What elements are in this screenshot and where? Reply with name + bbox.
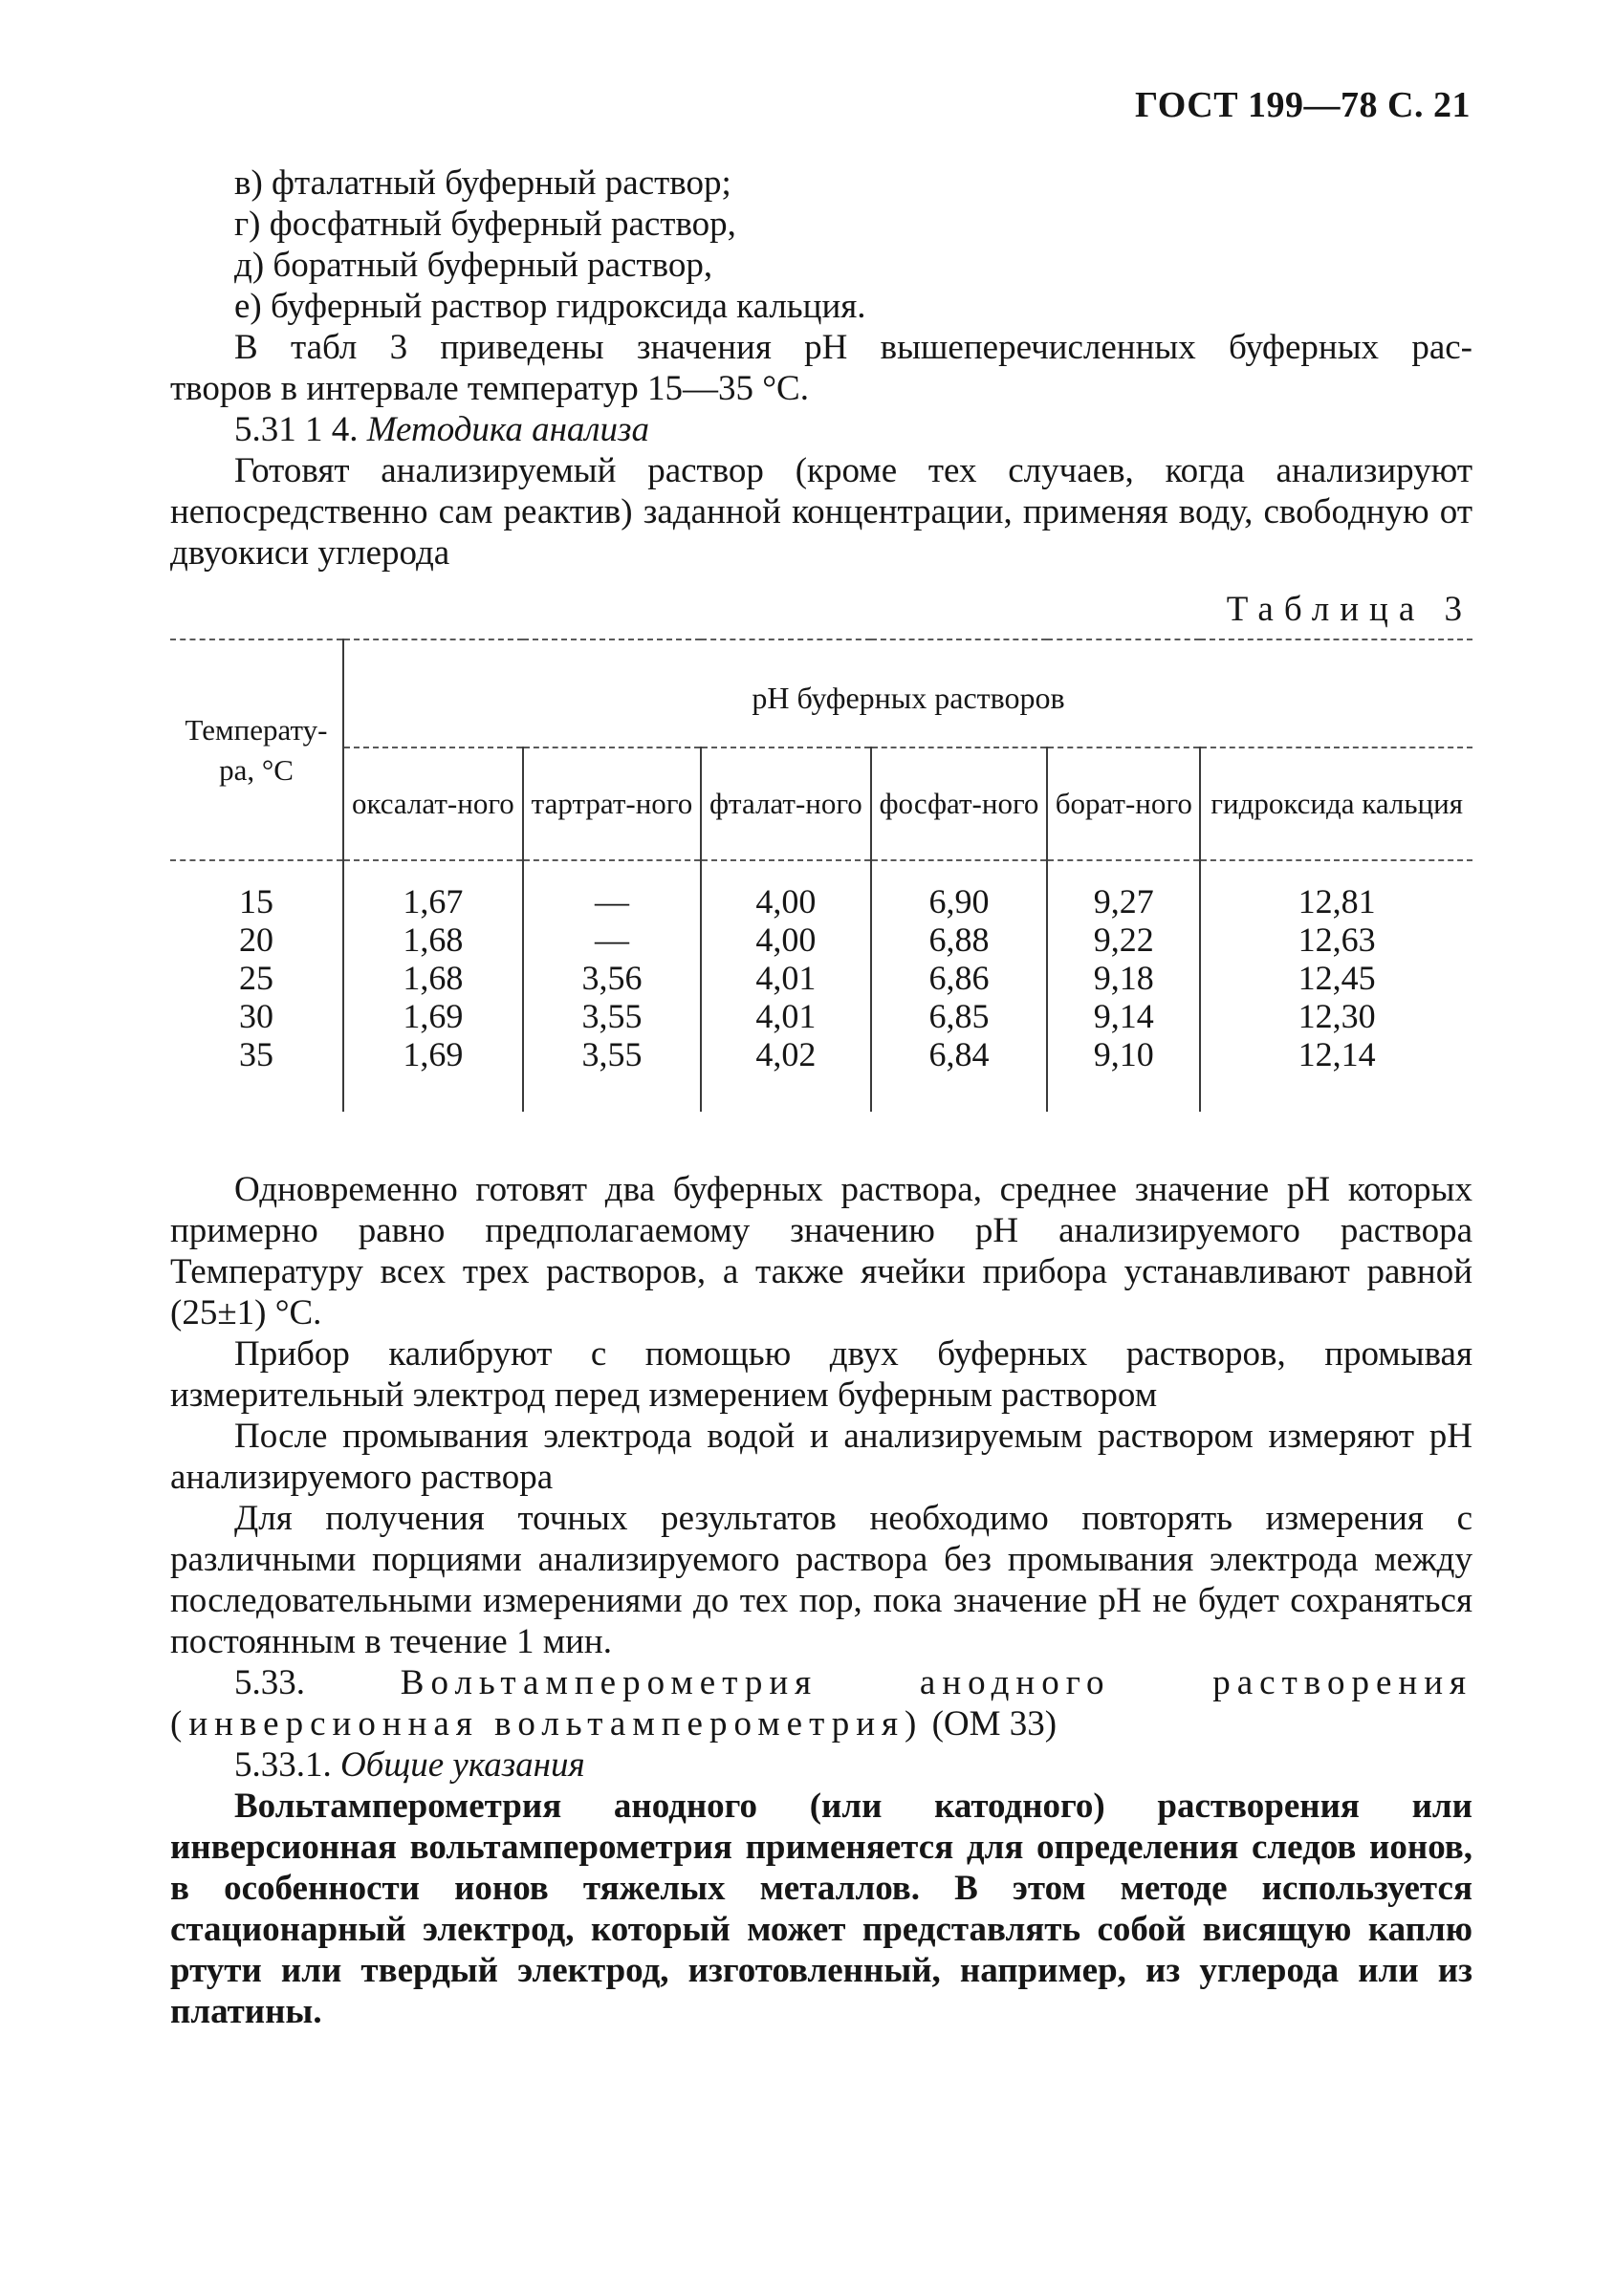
value-cell: 4,00 [701, 860, 870, 921]
value-cell: 9,18 [1047, 959, 1200, 997]
paragraph-simultaneous: Одновременно готовят два буферных раствора, среднее значение pH которых примерно равно предполагаемому значению pH анализируемого раствора Температуру всех трех растворов, а также ячейки прибора устанавливают равной (25±1) °С. [170, 1170, 1472, 1332]
value-cell: 12,14 [1298, 1035, 1376, 1073]
table-reference-paragraph: В табл 3 приведены значения pH вышеперечисленных буферных рас- [234, 328, 1472, 367]
table-row [170, 1035, 1472, 1112]
buffer-ph-table [170, 639, 1472, 1112]
section-heading-5-33-cont [170, 1703, 1472, 1744]
value-cell: 12,81 [1298, 882, 1376, 921]
value-cell: 12,63 [1298, 921, 1376, 959]
section-number: 5.33. [234, 1663, 305, 1702]
value-cell: 4,00 [701, 921, 870, 959]
value-cell: 12,45 [1298, 959, 1376, 997]
value-cell: 6,86 [871, 959, 1048, 997]
table-row [170, 959, 1472, 997]
column-header-calcium-hydroxide: гидроксида кальция [1200, 747, 1472, 860]
section-title: Методика анализа [366, 410, 649, 449]
value-cell: 6,84 [871, 1035, 1048, 1112]
temperature-cell: 25 [170, 959, 343, 997]
table-caption: Таблица 3 [1226, 590, 1472, 629]
value-cell: 9,27 [1047, 860, 1200, 921]
temperature-cell: 35 [170, 1035, 343, 1112]
value-cell: 4,02 [701, 1035, 870, 1112]
section-number: 5.31 1 4. [234, 410, 359, 449]
value-cell: 3,56 [523, 959, 701, 997]
section-number: 5.33.1. [234, 1745, 332, 1785]
value-cell: 1,69 [343, 997, 523, 1035]
paragraph-prepare: Готовят анализируемый раствор (кроме тех случаев, когда анализируют непосредственно сам реактив) заданной концентрации, применяя воду, свободную от двуокиси углерода [170, 451, 1472, 573]
paragraph-accuracy: Для получения точных результатов необходимо повторять измерения с различными порциями анализируемого раствора без промывания электрода между последовательными измерениями до тех пор, пока значение pH не будет сохраняться постоянным в течение 1 мин. [170, 1499, 1472, 1661]
temperature-cell: 15 [170, 860, 343, 921]
section-heading-5-33-1 [170, 1744, 1472, 1786]
paragraph-after-wash: После промывания электрода водой и анализируемым раствором измеряют pH анализируемого раствора [170, 1417, 1472, 1497]
column-header-oxalate: оксалат-ного [343, 747, 523, 860]
value-cell: 4,01 [701, 997, 870, 1035]
value-cell: 1,67 [343, 860, 523, 921]
temperature-header: Температу-ра, °С [170, 639, 343, 860]
list-item: д) боратный буферный раствор, [234, 246, 713, 285]
table-row [170, 860, 1472, 921]
value-cell: 4,01 [701, 959, 870, 997]
value-cell: 9,22 [1047, 921, 1200, 959]
document-body [170, 162, 1472, 2032]
list-item: г) фосфатный буферный раствор, [234, 205, 736, 244]
column-header-phosphate: фосфат-ного [871, 747, 1048, 860]
value-cell: 6,90 [871, 860, 1048, 921]
page-header: ГОСТ 199—78 С. 21 [1135, 85, 1471, 125]
paragraph-calibrate: Прибор калибруют с помощью двух буферных растворов, промывая измерительный электрод перед измерением буферным раствором [170, 1334, 1472, 1415]
table-row [170, 921, 1472, 959]
section-code: (ОМ 33) [931, 1704, 1058, 1744]
value-cell: 9,10 [1047, 1035, 1200, 1112]
paragraph-general: Вольтамперометрия анодного (или катодного) растворения или инверсионная вольтамперометрия применяется для определения следов ионов, в особенности ионов тяжелых металлов. В этом методе используется стационарный электрод, который может представлять собой висящую каплю ртути или твердый электрод, изготовленный, например, из углерода или из платины. [170, 1787, 1472, 2031]
value-cell: 6,85 [871, 997, 1048, 1035]
temperature-cell: 30 [170, 997, 343, 1035]
value-cell: 1,69 [343, 1035, 523, 1112]
column-header-phthalate: фталат-ного [701, 747, 870, 860]
value-cell: 3,55 [523, 997, 701, 1035]
value-cell: 1,68 [343, 959, 523, 997]
value-cell: 12,30 [1298, 997, 1376, 1035]
list-item: в) фталатный буферный раствор; [234, 163, 731, 203]
table-row [170, 997, 1472, 1035]
value-cell: 1,68 [343, 921, 523, 959]
value-cell: — [523, 921, 701, 959]
temperature-cell: 20 [170, 921, 343, 959]
section-heading-5-33 [170, 1662, 1472, 1703]
value-cell: — [523, 860, 701, 921]
list-item: е) буферный раствор гидроксида кальция. [234, 287, 866, 326]
section-title-line2: (инверсионная вольтамперометрия) [170, 1704, 924, 1744]
section-heading-5-31-1-4 [170, 409, 1472, 450]
value-cell: 3,55 [523, 1035, 701, 1112]
value-cell: 6,88 [871, 921, 1048, 959]
section-title: Общие указания [340, 1745, 585, 1785]
column-header-borate: борат-ного [1047, 747, 1200, 860]
value-cell: 9,14 [1047, 997, 1200, 1035]
table-reference-paragraph-cont: творов в интервале температур 15—35 °С. [170, 369, 809, 408]
column-header-tartrate: тартрат-ного [523, 747, 701, 860]
section-title-line1: Вольтамперометрия анодного растворения [400, 1663, 1473, 1702]
ph-group-header: pH буферных растворов [343, 639, 1472, 747]
